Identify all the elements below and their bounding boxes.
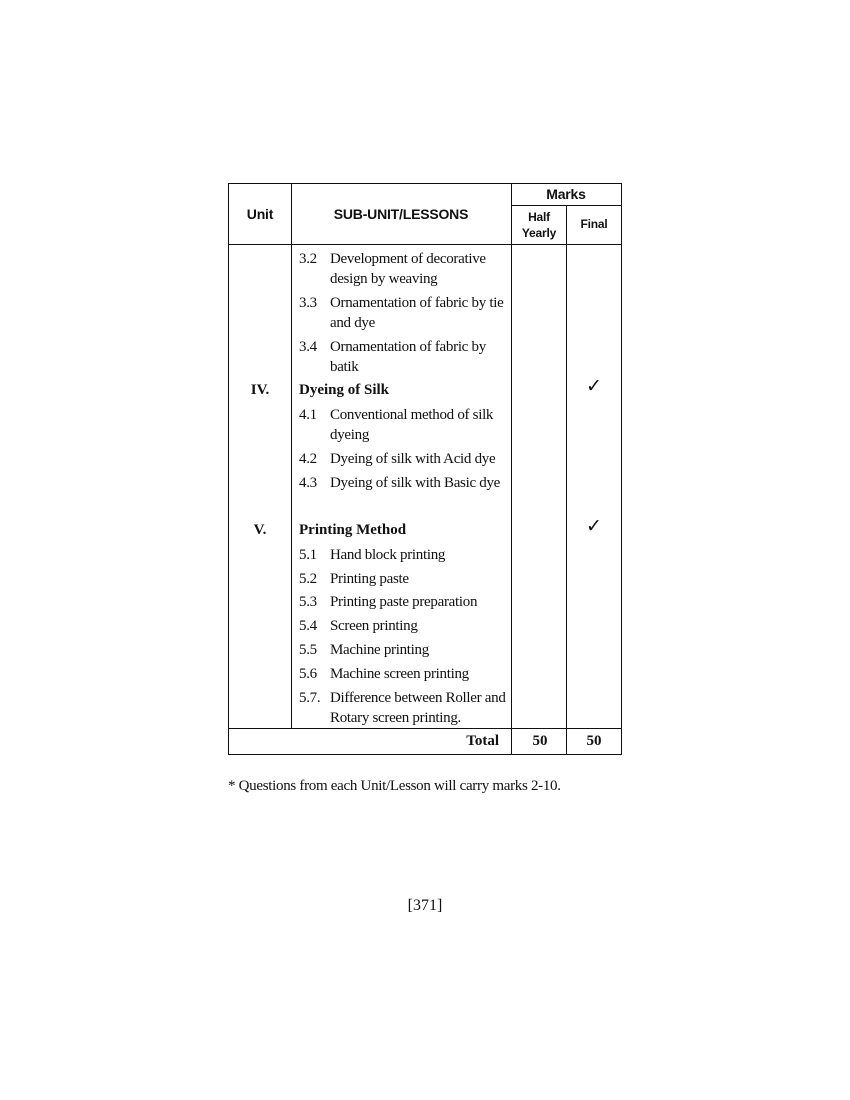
total-label: Total xyxy=(466,733,499,749)
lesson-number: 4.3 xyxy=(299,475,317,491)
lesson-number: 5.1 xyxy=(299,547,317,563)
unit-number-v: V. xyxy=(253,522,267,538)
lesson-text: Development of decorative design by weaving xyxy=(330,251,486,287)
column-divider-lessons xyxy=(511,184,512,754)
lesson-number: 5.3 xyxy=(299,594,317,610)
lesson-text: Hand block printing xyxy=(330,547,446,563)
lesson-number: 4.2 xyxy=(299,451,317,467)
lesson-4-1 xyxy=(299,405,511,445)
lesson-3-4 xyxy=(299,337,511,377)
header-unit: Unit xyxy=(246,206,274,222)
lesson-text: Dyeing of silk with Acid dye xyxy=(330,451,496,467)
page-number: [371] xyxy=(407,897,443,914)
lesson-text: Printing paste xyxy=(330,571,409,587)
header-final: Final xyxy=(580,217,608,231)
header-sub-unit: SUB-UNIT/LESSONS xyxy=(333,206,469,222)
lesson-number: 3.4 xyxy=(299,339,317,355)
header-half-yearly: Half Yearly xyxy=(521,210,557,240)
lesson-3-2 xyxy=(299,249,511,289)
unit-title-iv: Dyeing of Silk xyxy=(299,382,390,398)
checkmark-icon: ✓ xyxy=(586,516,602,537)
unit-title-v: Printing Method xyxy=(299,522,407,538)
total-top-rule xyxy=(229,728,621,729)
lesson-number: 3.2 xyxy=(299,251,317,267)
total-half-yearly: 50 xyxy=(532,733,548,749)
lesson-5-7 xyxy=(299,688,511,728)
lesson-text: Printing paste preparation xyxy=(330,594,478,610)
lesson-text: Dyeing of silk with Basic dye xyxy=(330,475,501,491)
column-divider-marks xyxy=(566,205,567,754)
lesson-number: 4.1 xyxy=(299,407,317,423)
lesson-text: Machine screen printing xyxy=(330,666,469,682)
lesson-5-4 xyxy=(299,616,511,636)
lesson-text: Difference between Roller and Rotary screen printing. xyxy=(330,690,506,726)
lesson-text: Ornamentation of fabric by tie and dye xyxy=(330,295,504,331)
lesson-4-2 xyxy=(299,449,529,469)
unit-number-iv: IV. xyxy=(250,382,270,398)
lesson-number: 5.6 xyxy=(299,666,317,682)
lesson-5-5 xyxy=(299,640,511,660)
footnote: * Questions from each Unit/Lesson will carry marks 2-10. xyxy=(228,778,561,794)
total-final: 50 xyxy=(586,733,602,749)
marks-header-rule xyxy=(511,205,621,206)
lesson-number: 3.3 xyxy=(299,295,317,311)
lesson-number: 5.7. xyxy=(299,690,321,706)
lesson-5-2 xyxy=(299,569,511,589)
lesson-text: Conventional method of silk dyeing xyxy=(330,407,494,443)
lesson-4-3 xyxy=(299,473,511,493)
syllabus-table xyxy=(228,183,622,755)
lesson-5-1 xyxy=(299,545,511,565)
column-divider-unit xyxy=(291,184,292,728)
lesson-text: Screen printing xyxy=(330,618,418,634)
lesson-text: Machine printing xyxy=(330,642,429,658)
lesson-text: Ornamentation of fabric by batik xyxy=(330,339,486,375)
checkmark-icon: ✓ xyxy=(586,376,602,397)
lesson-5-6 xyxy=(299,664,511,684)
header-bottom-rule xyxy=(229,244,621,245)
header-marks: Marks xyxy=(546,186,586,202)
lesson-3-3 xyxy=(299,293,511,333)
lesson-number: 5.5 xyxy=(299,642,317,658)
lesson-number: 5.2 xyxy=(299,571,317,587)
lesson-number: 5.4 xyxy=(299,618,317,634)
lesson-5-3 xyxy=(299,592,511,612)
